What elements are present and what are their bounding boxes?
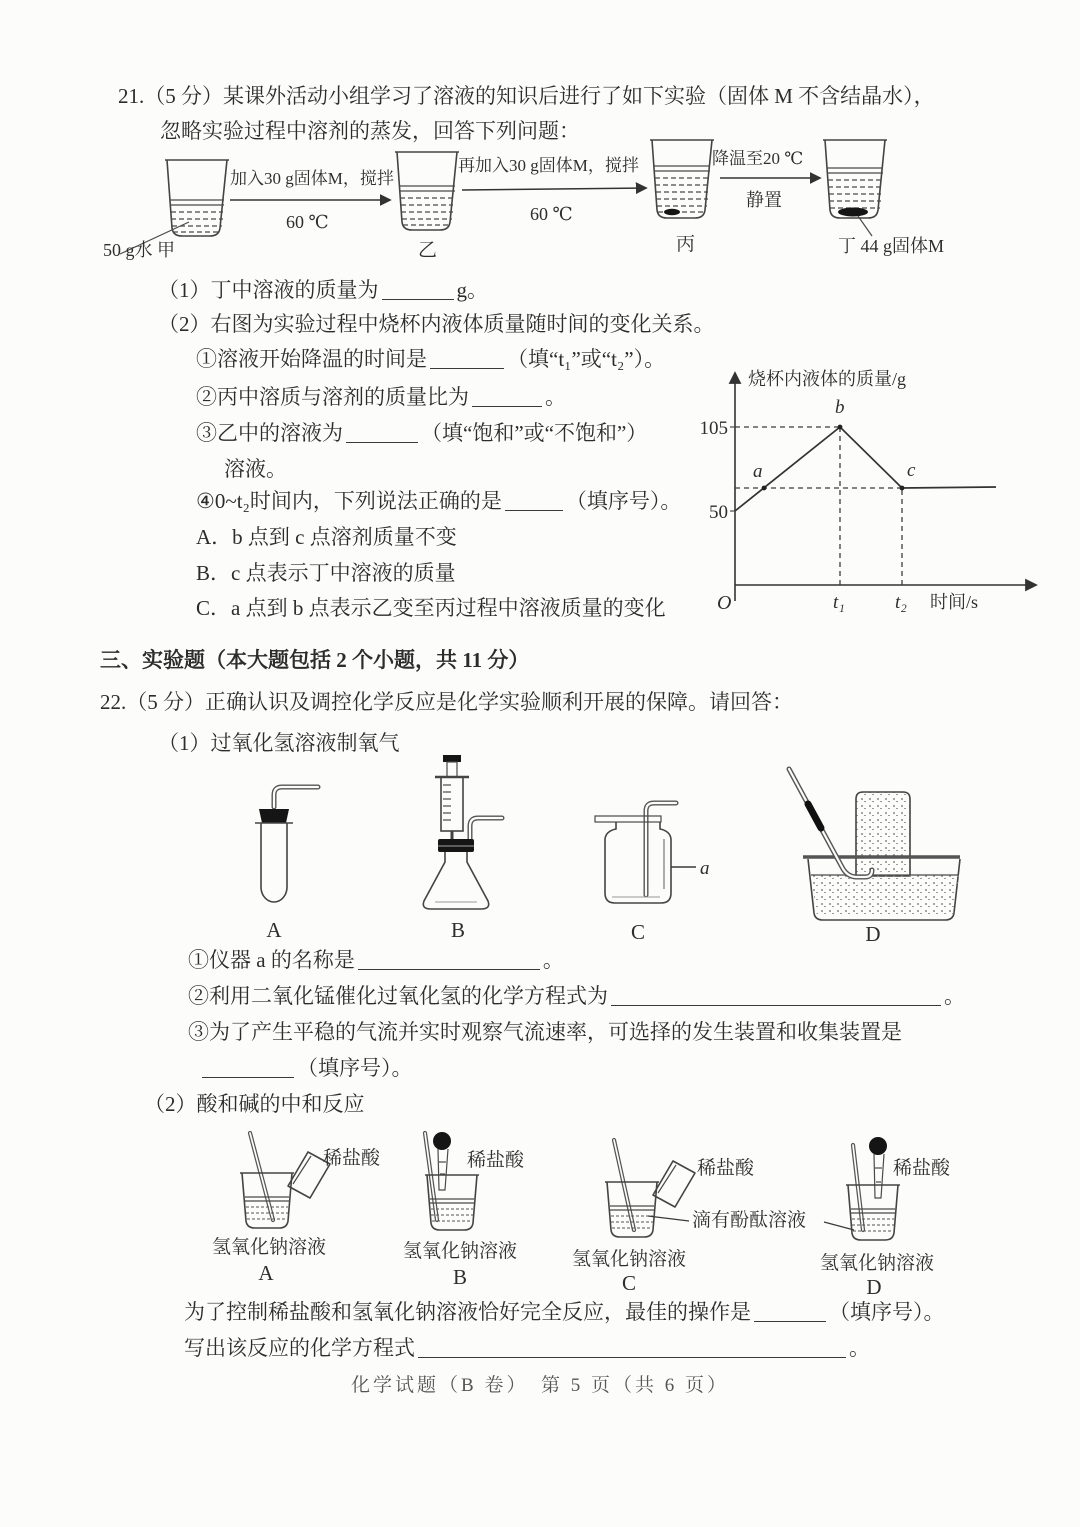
flow-arrow3-still: 静置 bbox=[746, 190, 782, 210]
apparatus-part-a-label: a bbox=[700, 858, 710, 879]
graph-xtick-t2: t₂ bbox=[895, 592, 907, 613]
flow-arrow-2 bbox=[462, 188, 646, 190]
q21-sub4: ④0~t₂时间内，下列说法正确的是 （填序号）。 bbox=[196, 489, 682, 513]
graph-label-b: b bbox=[835, 397, 845, 418]
syringe-cap bbox=[443, 755, 461, 762]
solid-m-large bbox=[838, 208, 868, 217]
q22-sub3-line2: （填序号）。 bbox=[188, 1054, 413, 1082]
graph-ytick-105: 105 bbox=[699, 418, 728, 439]
graph-x-axis-label: 时间/s bbox=[930, 592, 979, 612]
answer-blank-q22-1-2 bbox=[611, 989, 941, 1006]
answer-blank-q21-2-2 bbox=[472, 390, 542, 407]
q21-heading-line1: 21.（5 分）某课外活动小组学习了溶液的知识后进行了如下实验（固体 M 不含结晶水）， bbox=[118, 84, 935, 108]
dropper-bulb-b bbox=[433, 1132, 451, 1150]
page-footer: 化学试题（B 卷） 第 5 页（共 6 页） bbox=[351, 1375, 729, 1396]
label-bing: 丙 bbox=[676, 234, 696, 255]
graph-xtick-t1: t₁ bbox=[833, 592, 845, 613]
trough-water bbox=[811, 875, 959, 917]
graph-label-c: c bbox=[907, 460, 916, 481]
dropper-tube-d bbox=[874, 1154, 884, 1198]
graph-point-b bbox=[838, 425, 843, 430]
apparatus-label-a: A bbox=[266, 918, 282, 942]
neutralization-b bbox=[403, 1132, 525, 1289]
graph-point-c bbox=[900, 486, 905, 491]
rubber-tube-segment bbox=[808, 804, 821, 828]
beaker-yi bbox=[395, 152, 459, 230]
neutralization-label-a: A bbox=[258, 1261, 274, 1285]
graph-origin: O bbox=[717, 592, 732, 614]
neutralization-label-c: C bbox=[621, 1271, 637, 1295]
naoh-label-a: 氢氧化钠溶液 bbox=[212, 1237, 327, 1258]
graph-ytick-50: 50 bbox=[709, 502, 728, 523]
solid-m-small bbox=[664, 209, 680, 215]
q21-item1: （1）丁中溶液的质量为 g。 bbox=[158, 278, 488, 302]
apparatus-label-c: C bbox=[630, 920, 646, 944]
glass-plate bbox=[595, 816, 661, 822]
label-jia-water: 50 g水 甲 bbox=[103, 240, 175, 260]
collection-bottle bbox=[856, 792, 910, 876]
label-ding-solid: 丁 44 g固体M bbox=[838, 236, 945, 256]
flow-arrow1-label: 加入30 g固体M，搅拌 bbox=[230, 169, 394, 188]
apparatus-d-water-trough bbox=[789, 769, 960, 946]
flow-arrow2-label: 再加入30 g固体M，搅拌 bbox=[458, 156, 639, 175]
q22-part1-title: （1）过氧化氢溶液制氧气 bbox=[158, 731, 400, 755]
graph-label-a: a bbox=[753, 461, 763, 482]
q21-sub3: ③乙中的溶液为 （填“饱和”或“不饱和”） bbox=[196, 421, 648, 445]
graph-curve bbox=[735, 427, 996, 511]
q21-heading-line2: 忽略实验过程中溶剂的蒸发，回答下列问题： bbox=[160, 119, 580, 143]
answer-blank-q21-2-4 bbox=[505, 494, 563, 511]
graph-point-a bbox=[762, 486, 767, 491]
naoh-label-b: 氢氧化钠溶液 bbox=[403, 1241, 518, 1262]
q22-apparatus-diagrams bbox=[140, 755, 1000, 947]
q22-sub2: ②利用二氧化锰催化过氧化氢的化学方程式为 。 bbox=[188, 984, 965, 1008]
hcl-label-a: 稀盐酸 bbox=[323, 1148, 381, 1169]
answer-blank-q22-2-2 bbox=[418, 1341, 846, 1358]
beaker-bing bbox=[650, 140, 714, 218]
beaker-ding bbox=[823, 140, 887, 218]
naoh-label-c: 氢氧化钠溶液 bbox=[572, 1249, 687, 1270]
apparatus-b-flask-syringe bbox=[423, 755, 502, 942]
naoh-label-d: 氢氧化钠溶液 bbox=[820, 1253, 935, 1274]
q22-sub1: ①仪器 a 的名称是 。 bbox=[188, 948, 564, 972]
q22-heading: 22.（5 分）正确认识及调控化学反应是化学实验顺利开展的保障。请回答： bbox=[100, 690, 793, 714]
q21-option-a: A．b 点到 c 点溶剂质量不变 bbox=[196, 525, 457, 549]
hcl-label-b: 稀盐酸 bbox=[467, 1150, 525, 1171]
apparatus-c-gas-jar bbox=[595, 803, 710, 944]
apparatus-label-b: B bbox=[450, 918, 466, 942]
q22-final-line1: 为了控制稀盐酸和氢氧化钠溶液恰好完全反应，最佳的操作是 （填序号）。 bbox=[184, 1300, 945, 1324]
q21-sub1: ①溶液开始降温的时间是 （填“t₁”或“t₂”）。 bbox=[196, 347, 666, 371]
phen-leader-right bbox=[824, 1222, 854, 1230]
q22-part2-title: （2）酸和碱的中和反应 bbox=[144, 1092, 365, 1116]
answer-blank-q21-1 bbox=[382, 283, 454, 300]
apparatus-label-d: D bbox=[865, 922, 881, 946]
flow-arrow3-label: 降温至20 ℃ bbox=[712, 149, 804, 168]
flow-arrow1-temp: 60 ℃ bbox=[286, 212, 329, 232]
phenolphthalein-label: 滴有酚酞溶液 bbox=[692, 1210, 807, 1231]
q21-item2: （2）右图为实验过程中烧杯内液体质量随时间的变化关系。 bbox=[158, 312, 715, 336]
dropper-tube-b bbox=[438, 1149, 448, 1190]
dropper-bulb-d bbox=[869, 1137, 887, 1155]
beaker-naoh-a bbox=[240, 1173, 294, 1228]
q22-final-line2: 写出该反应的化学方程式 。 bbox=[184, 1336, 870, 1360]
neutralization-label-d: D bbox=[866, 1275, 882, 1299]
hcl-label-c: 稀盐酸 bbox=[697, 1158, 755, 1179]
beaker-naoh-d bbox=[846, 1185, 900, 1240]
q21-mass-time-graph bbox=[690, 355, 1080, 623]
q22-sub3-line1: ③为了产生平稳的气流并实时观察气流速率，可选择的发生装置和收集装置是 bbox=[188, 1020, 902, 1044]
q21-sub3-line2: 溶液。 bbox=[224, 457, 287, 481]
neutralization-a bbox=[212, 1133, 381, 1285]
section3-heading: 三、实验题（本大题包括 2 个小题，共 11 分） bbox=[100, 648, 530, 672]
q21-flow-diagram bbox=[100, 138, 980, 272]
q21-option-c: C．a 点到 b 点表示乙变至丙过程中溶液质量的变化 bbox=[196, 596, 666, 620]
answer-blank-q22-1-1 bbox=[358, 953, 540, 970]
answer-blank-q21-2-3 bbox=[346, 426, 418, 443]
answer-blank-q22-1-3 bbox=[202, 1061, 294, 1078]
q21-sub2: ②丙中溶质与溶剂的质量比为 。 bbox=[196, 385, 566, 409]
answer-blank-q21-2-1 bbox=[430, 352, 504, 369]
q21-option-b: B．c 点表示丁中溶液的质量 bbox=[196, 561, 456, 585]
flow-arrow2-temp: 60 ℃ bbox=[530, 204, 573, 224]
stopper-a bbox=[259, 809, 289, 823]
label-yi: 乙 bbox=[418, 240, 438, 261]
answer-blank-q22-2-1 bbox=[754, 1305, 826, 1322]
hcl-label-d: 稀盐酸 bbox=[893, 1158, 951, 1179]
apparatus-a-test-tube bbox=[255, 787, 318, 942]
q22-neutralization-diagrams bbox=[140, 1122, 1020, 1302]
neutralization-d bbox=[820, 1137, 951, 1299]
neutralization-label-b: B bbox=[452, 1265, 468, 1289]
graph-y-axis-label: 烧杯内液体的质量/g bbox=[748, 369, 907, 389]
